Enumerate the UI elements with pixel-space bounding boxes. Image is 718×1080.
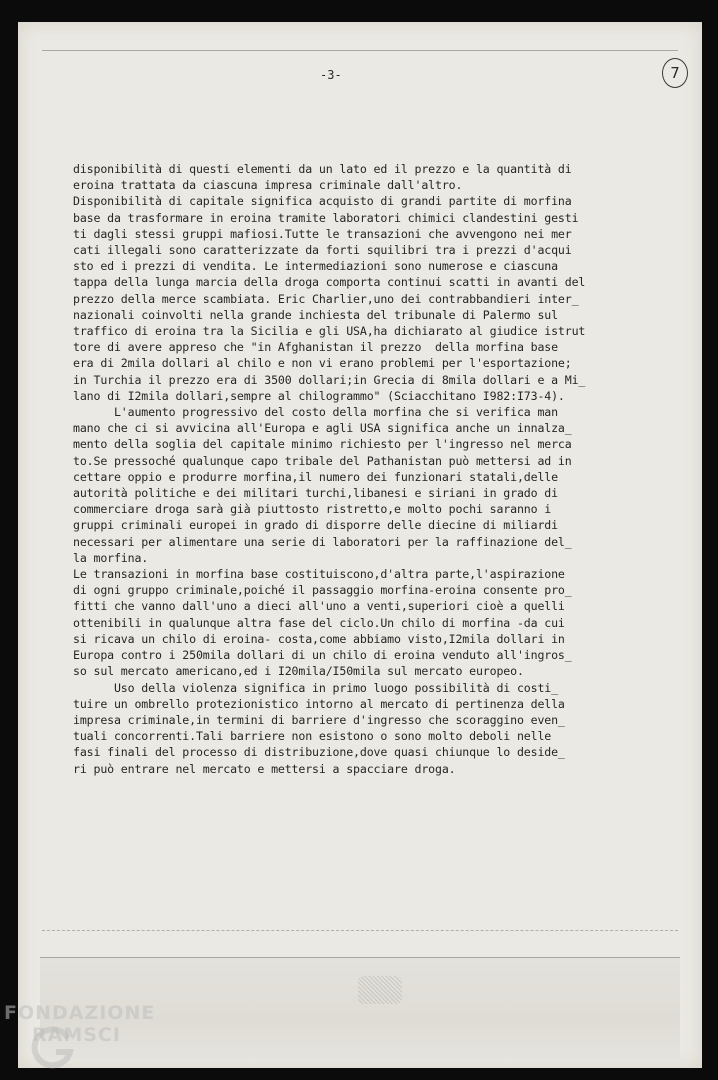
archive-mark: 7 [662,58,688,88]
text-line: Uso della violenza significa in primo luogo possibilità di costi_ [73,680,558,695]
text-line: fasi finali del processo di distribuzione,dove quasi chiunque lo deside_ [73,745,565,760]
text-line: in Turchia il prezzo era di 3500 dollari;in Grecia di 8mila dollari e a Mi_ [73,372,586,387]
text-line: L'aumento progressivo del costo della morfina che si verifica man [73,405,558,420]
page-number: -3- [320,68,342,82]
text-line: traffico di eroina tra la Sicilia e gli USA,ha dichiarato al giudice istrut [73,324,586,339]
text-line: tuali concorrenti.Tali barriere non esistono o sono molto deboli nelle [73,729,552,744]
text-line: si ricava un chilo di eroina- costa,come abbiamo visto,I2mila dollari in [73,631,565,646]
text-line: cati illegali sono caratterizzate da forti squilibri tra i prezzi d'acqui [73,243,572,258]
text-line: tore di avere appreso che "in Afghanistan il prezzo della morfina base [73,340,558,355]
text-line: ri può entrare nel mercato e mettersi a spacciare droga. [73,761,456,776]
text-line: di ogni gruppo criminale,poiché il passaggio morfina-eroina consente pro_ [73,583,572,598]
watermark-line2: RAMSCI [32,1024,121,1046]
text-line: mano che ci si avvicina all'Europa e agli USA significa anche un innalza_ [73,421,572,436]
text-line: ottenibili in qualunque altra fase del ciclo.Un chilo di morfina -da cui [73,615,565,630]
text-line: Europa contro i 250mila dollari di un chilo di eroina venduto all'ingros_ [73,648,572,663]
text-line: Le transazioni in morfina base costituiscono,d'altra parte,l'aspirazione [73,567,565,582]
text-line: tappa della lunga marcia della droga comporta continui scatti in avanti del [73,275,586,290]
text-line: lano di I2mila dollari,sempre al chilogrammo" (Sciacchitano I982:I73-4). [73,388,565,403]
lower-page-fragment [40,957,680,1062]
lower-rule [42,930,678,931]
text-line: prezzo della merce scambiata. Eric Charlier,uno dei contrabbandieri inter_ [73,291,579,306]
text-line: Disponibilità di capitale significa acquisto di grandi partite di morfina [73,194,572,209]
body-text [73,161,643,777]
watermark-line1: FONDAZIONE [4,1002,156,1024]
text-line: era di 2mila dollari al chilo e non vi erano problemi per l'esportazione; [73,356,572,371]
text-line: to.Se pressoché qualunque capo tribale del Pathanistan può mettersi ad in [73,453,572,468]
text-line: disponibilità di questi elementi da un lato ed il prezzo e la quantità di [73,162,572,176]
text-line: gruppi criminali europei in grado di disporre delle diecine di miliardi [73,518,558,533]
text-line: tuire un ombrello protezionistico intorno al mercato di pertinenza della [73,696,565,711]
text-line: commerciare droga sarà già piuttosto ristretto,e molto pochi saranno i [73,502,552,517]
top-rule [42,50,678,51]
paper-stain [358,976,402,1004]
text-line: so sul mercato americano,ed i I20mila/I50mila sul mercato europeo. [73,664,524,679]
text-line: autorità politiche e dei militari turchi,libanesi e siriani in grado di [73,486,558,501]
text-line: necessari per alimentare una serie di laboratori per la raffinazione del_ [73,534,572,549]
document-page [18,22,702,1068]
text-line: ti dagli stessi gruppi mafiosi.Tutte le transazioni che avvengono nei mer [73,226,572,241]
text-line: sto ed i prezzi di vendita. Le intermediazioni sono numerose e ciascuna [73,259,558,274]
text-line: fitti che vanno dall'uno a dieci all'uno a venti,superiori cioè a quelli [73,599,565,614]
text-line: impresa criminale,in termini di barriere d'ingresso che scoraggino even_ [73,712,565,727]
text-line: eroina trattata da ciascuna impresa criminale dall'altro. [73,178,463,193]
text-line: la morfina. [73,550,149,565]
text-line: cettare oppio e produrre morfina,il numero dei funzionari statali,delle [73,469,558,484]
text-line: base da trasformare in eroina tramite laboratori chimici clandestini gesti [73,210,579,225]
text-line: nazionali coinvolti nella grande inchiesta del tribunale di Palermo sul [73,307,558,322]
text-line: mento della soglia del capitale minimo richiesto per l'ingresso nel merca [73,437,572,452]
